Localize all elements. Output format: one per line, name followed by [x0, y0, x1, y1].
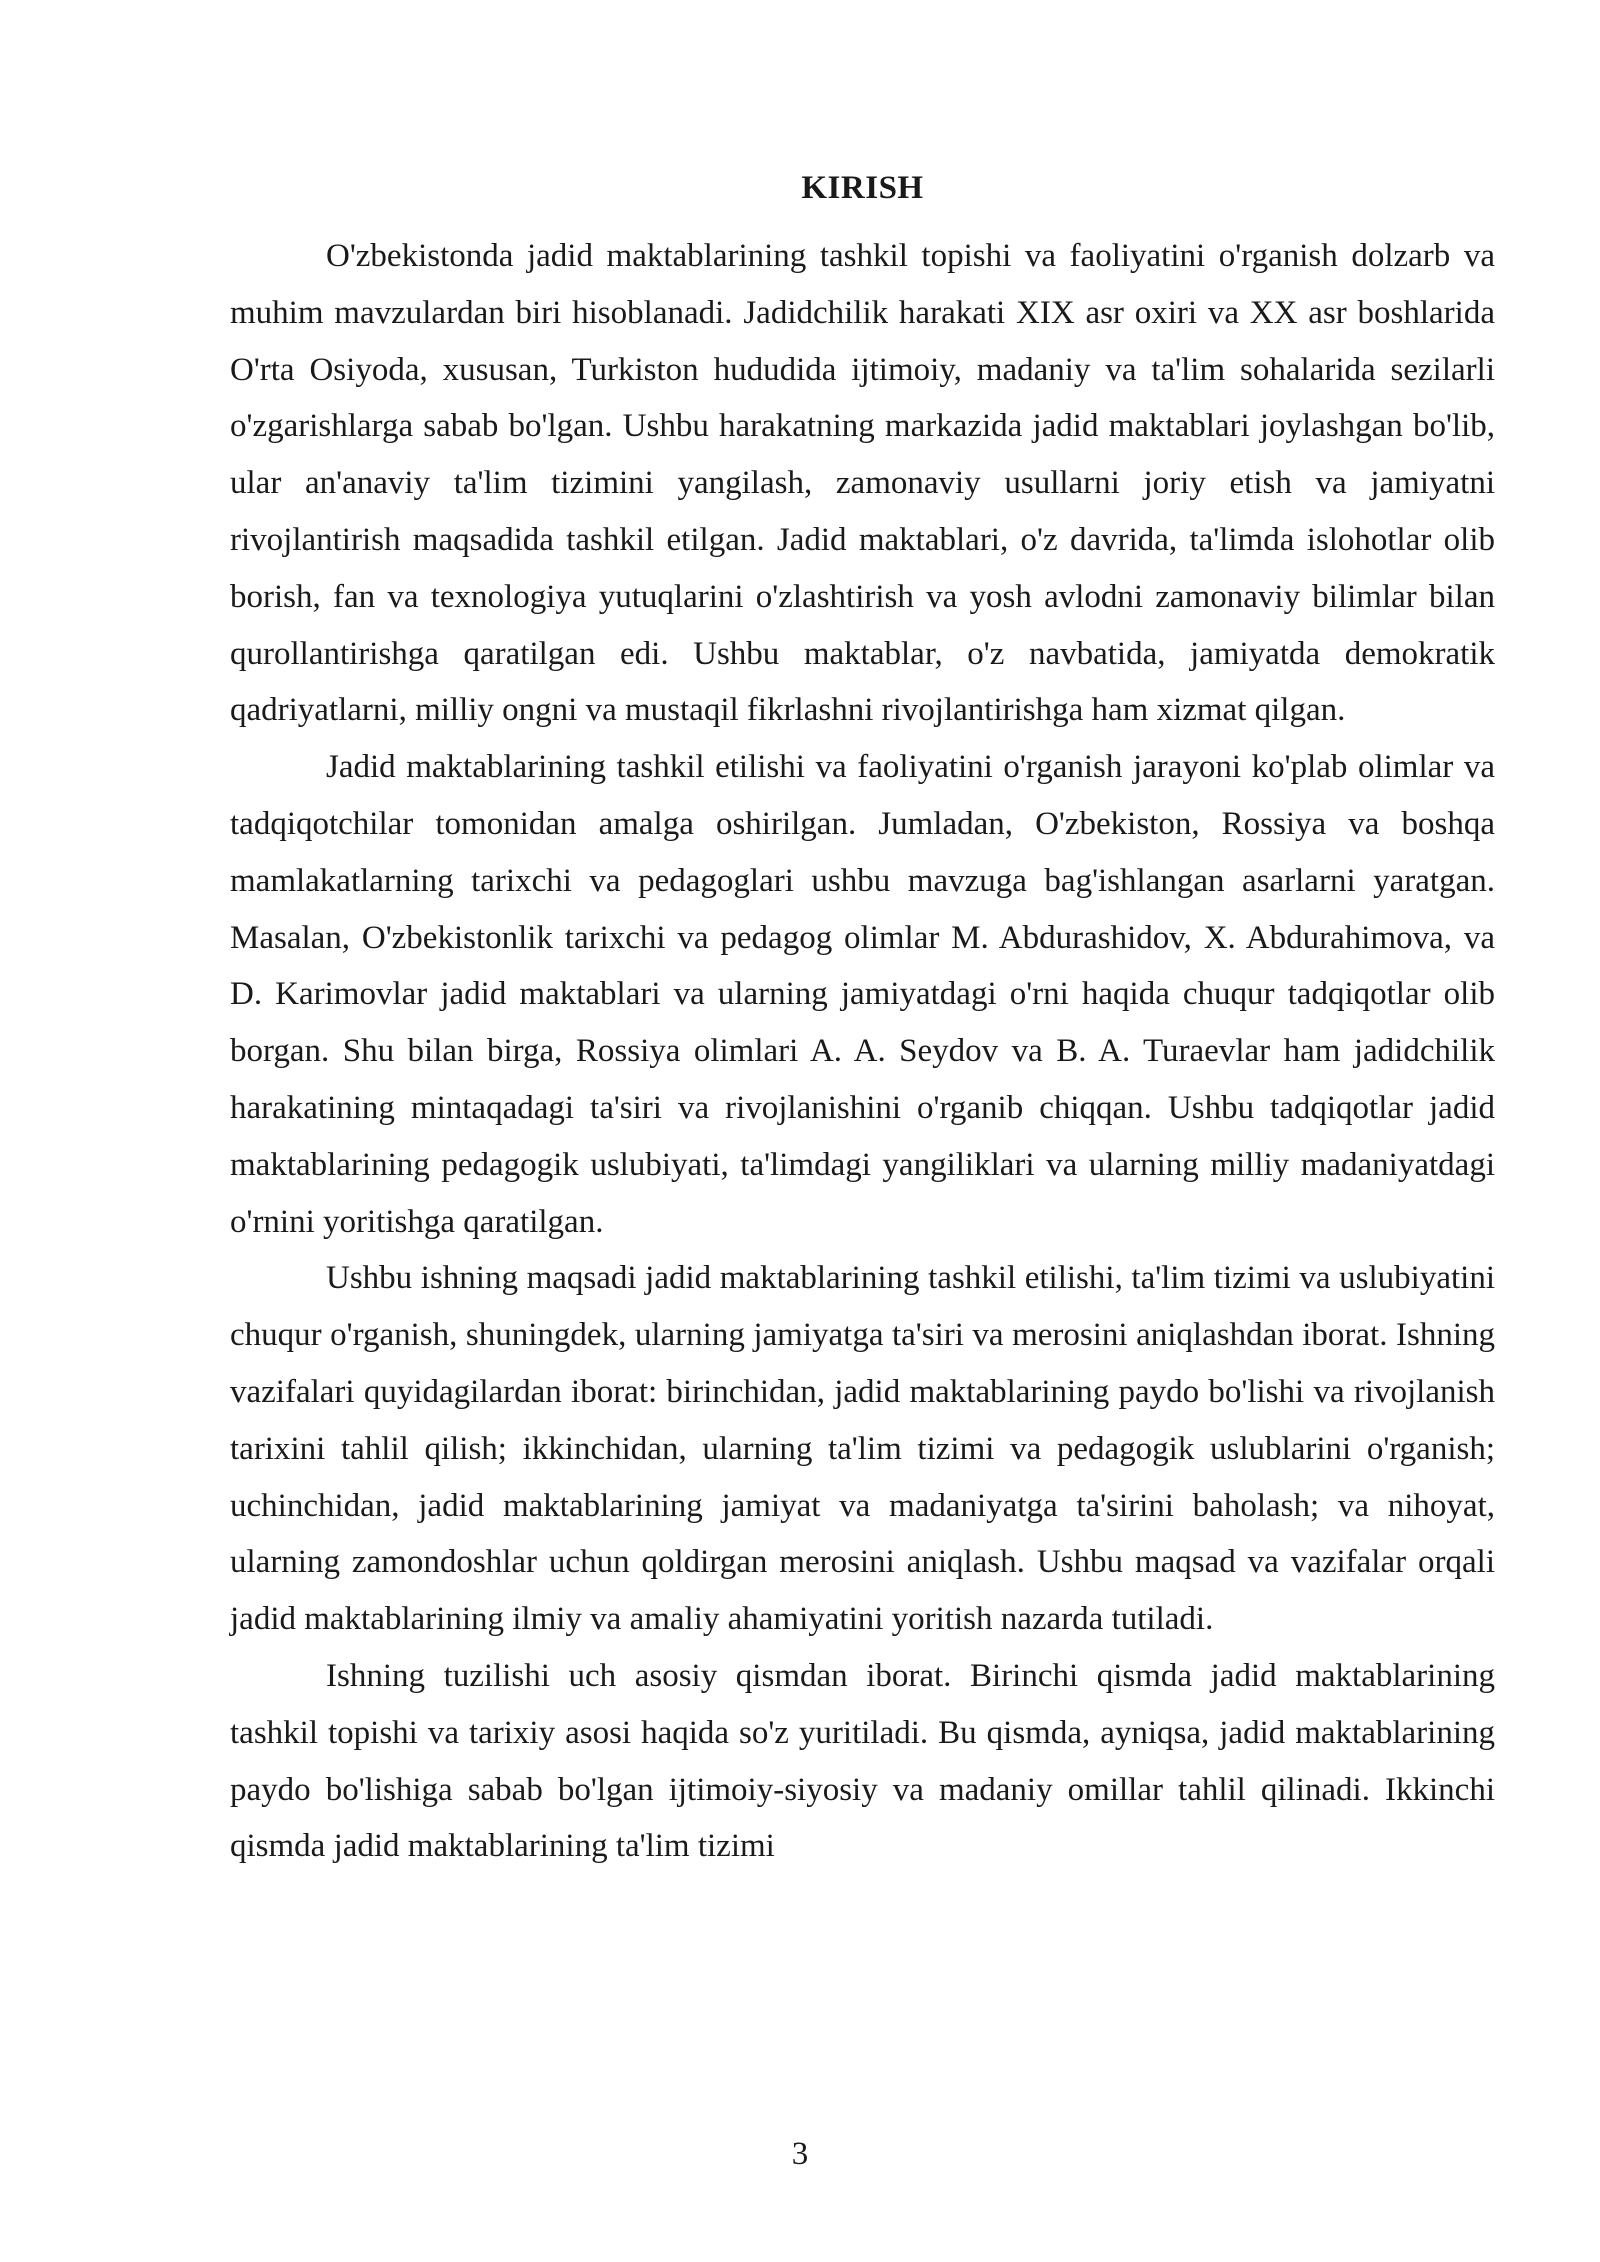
paragraph-3: Ushbu ishning maqsadi jadid maktablarining tashkil etilishi, ta'lim tizimi va uslubiyatini chuqur o'rganish, shuningdek, ularning jamiyatga ta'siri va merosini aniqlashdan iborat. Ishning vazifalari quyidagilardan iborat: birinchidan, jadid maktablarining paydo bo'lishi va rivojlanish tarixini tahlil qilish; ikkinchidan, ularning ta'lim tizimi va pedagogik uslublarini o'rganish; uchinchidan, jadid maktablarining jamiyat va madaniyatga ta'sirini baholash; va nihoyat, ularning zamondoshlar uchun qoldirgan merosini aniqlash. Ushbu maqsad va vazifalar orqali jadid maktablarining ilmiy va amaliy ahamiyatini yoritish nazarda tutiladi. [230, 1260, 1495, 1638]
page-title: KIRISH [801, 170, 924, 206]
page-content [230, 160, 1495, 1875]
paragraph-1: O'zbekistonda jadid maktablarining tashkil topishi va faoliyatini o'rganish dolzarb va muhim mavzulardan biri hisoblanadi. Jadidchilik harakati XIX asr oxiri va XX asr boshlarida O'rta Osiyoda, xususan, Turkiston hududida ijtimoiy, madaniy va ta'lim sohalarida sezilarli o'zgarishlarga sabab bo'lgan. Ushbu harakatning markazida jadid maktablari joylashgan bo'lib, ular an'anaviy ta'lim tizimini yangilash, zamonaviy usullarni joriy etish va jamiyatni rivojlantirish maqsadida tashkil etilgan. Jadid maktablari, o'z davrida, ta'limda islohotlar olib borish, fan va texnologiya yutuqlarini o'zlashtirish va yosh avlodni zamonaviy bilimlar bilan qurollantirishga qaratilgan edi. Ushbu maktablar, o'z navbatida, jamiyatda demokratik qadriyatlarni, milliy ongni va mustaqil fikrlashni rivojlantirishga ham xizmat qilgan. [230, 238, 1495, 729]
paragraph-4: Ishning tuzilishi uch asosiy qismdan iborat. Birinchi qismda jadid maktablarining tashkil topishi va tarixiy asosi haqida so'z yuritiladi. Bu qismda, ayniqsa, jadid maktablarining paydo bo'lishiga sabab bo'lgan ijtimoiy-siyosiy va madaniy omillar tahlil qilinadi. Ikkinchi qismda jadid maktablarining ta'lim tizimi [230, 1657, 1495, 1865]
page-number: 3 [791, 2136, 809, 2172]
paragraph-2: Jadid maktablarining tashkil etilishi va faoliyatini o'rganish jarayoni ko'plab olimlar va tadqiqotchilar tomonidan amalga oshirilgan. Jumladan, O'zbekiston, Rossiya va boshqa mamlakatlarning tarixchi va pedagoglari ushbu mavzuga bag'ishlangan asarlarni yaratgan. Masalan, O'zbekistonlik tarixchi va pedagog olimlar M. Abdurashidov, X. Abdurahimova, va D. Karimovlar jadid maktablari va ularning jamiyatdagi o'rni haqida chuqur tadqiqotlar olib borgan. Shu bilan birga, Rossiya olimlari A. A. Seydov va B. A. Turaevlar ham jadidchilik harakatining mintaqadagi ta'siri va rivojlanishini o'rganib chiqqan. Ushbu tadqiqotlar jadid maktablarining pedagogik uslubiyati, ta'limdagi yangiliklari va ularning milliy madaniyatdagi o'rnini yoritishga qaratilgan. [230, 749, 1495, 1240]
